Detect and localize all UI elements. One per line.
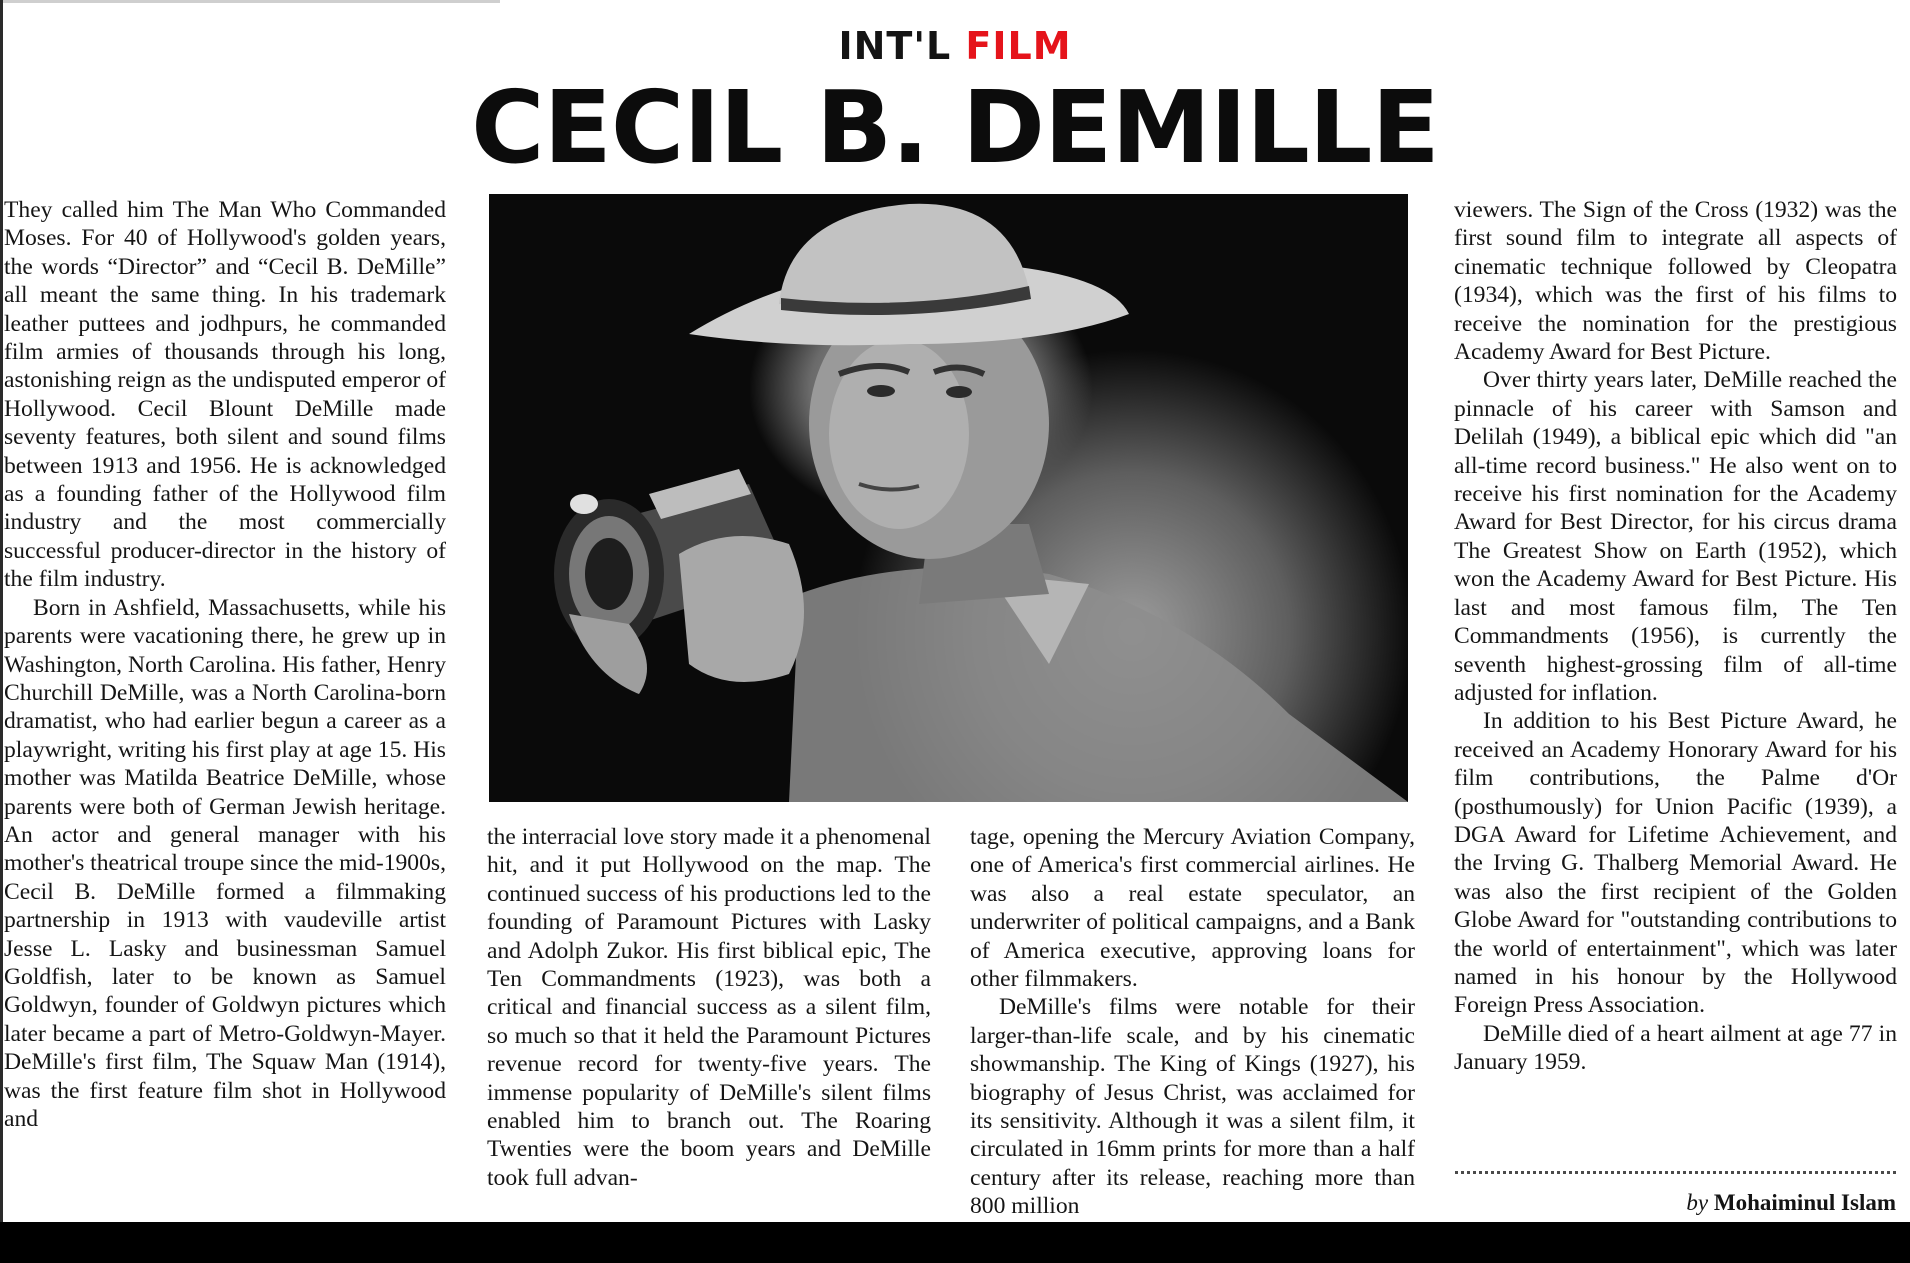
byline [1455,1188,1896,1218]
byline-prefix: by [1686,1190,1709,1215]
headline: CECIL B. DEMILLE [471,69,1439,186]
article-paragraph: They called him The Man Who Commanded Moses. For 40 of Hollywood's golden years, the words “Director” and “Cecil B. DeMille” all meant the same thing. In his trademark leather puttees and jodhpurs, he commanded film armies of thousands through his long, astonishing reign as the undisputed emperor of Hollywood. Cecil Blount DeMille made seventy features, both silent and sound films between 1913 and 1956. He is acknowledged as a founding father of the Hollywood film industry and the most commercially successful producer-director in the history of the film industry. [4,197,446,593]
byline-divider [1455,1171,1896,1174]
article-column-1 [4,196,446,1220]
article-paragraph: DeMille's films were notable for their larger-than-life scale, and by his cinematic showmanship. The King of Kings (1927), his biography of Jesus Christ, was acclaimed for its sensitivity. Although it was a silent film, it circulated in 16mm prints for more than a half century after its release, reaching more than 800 million [970,994,1415,1220]
article-column-3 [970,823,1415,1223]
byline-author: Mohaiminul Islam [1713,1190,1896,1215]
article-paragraph: viewers. The Sign of the Cross (1932) was the first sound film to integrate all aspects of cinematic technique followed by Cleopatra (1934), which was the first of his films to receive the nomination for the prestigious Academy Award for Best Picture. [1454,197,1897,366]
bottom-black-band [0,1222,1910,1263]
section-kicker-intl: INT'L [838,24,952,68]
article-paragraph: Over thirty years later, DeMille reached the pinnacle of his career with Samson and Delilah (1949), a biblical epic which did "an all-time record business." He also went on to receive his first nomination for the Academy Award for Best Director, for his circus drama The Greatest Show on Earth (1952), which won the Academy Award for Best Picture. His last and most famous film, The Ten Commandments (1956), is currently the seventh highest-grossing film of all-time adjusted for inflation. [1454,367,1897,706]
article-paragraph: tage, opening the Mercury Aviation Company, one of America's first commercial airlines. He was also a real estate speculator, an underwriter of political campaigns, and a Bank of America executive, approving loans for other filmmakers. [970,824,1415,993]
article-paragraph: In addition to his Best Picture Award, he received an Academy Honorary Award for his film contributions, the Palme d'Or (posthumously) for Union Pacific (1939), a DGA Award for Lifetime Achievement, and the Irving G. Thalberg Memorial Award. He was also the first recipient of the Golden Globe Award for "outstanding contributions to the world of entertainment", which was later named in his honour by the Hollywood Foreign Press Association. [1454,708,1897,1019]
article-column-2 [487,823,931,1223]
photo-illustration [489,194,1408,802]
article-paragraph: DeMille died of a heart ailment at age 77 in January 1959. [1454,1020,1897,1076]
article-paragraph: Born in Ashfield, Massachusetts, while his parents were vacationing there, he grew up in Washington, North Carolina. His father, Henry Churchill DeMille, was a North Carolina-born dramatist, who had earlier begun a career as a playwright, writing his first play at age 15. His mother was Matilda Beatrice DeMille, whose parents were both of German Jewish heritage. An actor and general manager with his mother's theatrical troupe since the mid-1900s, Cecil B. DeMille formed a filmmaking partnership in 1913 with vaudeville artist Jesse L. Lasky and businessman Samuel Goldfish, later to be known as Samuel Goldwyn, founder of Goldwyn pictures which later became a part of Metro-Goldwyn-Mayer. DeMille's first film, The Squaw Man (1914), was the first feature film shot in Hollywood and [4,594,446,1132]
article-column-4 [1454,196,1897,1161]
section-kicker-film: FILM [965,24,1072,68]
top-rule [0,0,500,3]
portrait-photo [489,194,1408,802]
section-kicker [0,22,1910,70]
article-paragraph: the interracial love story made it a phenomenal hit, and it put Hollywood on the map. The continued success of his productions led to the founding of Paramount Pictures with Lasky and Adolph Zukor. His first biblical epic, The Ten Commandments (1923), was both a critical and financial success as a silent film, so much so that it held the Paramount Pictures revenue record for twenty-five years. The immense popularity of DeMille's silent films enabled him to branch out. The Roaring Twenties were the boom years and DeMille took full advan- [487,824,931,1191]
